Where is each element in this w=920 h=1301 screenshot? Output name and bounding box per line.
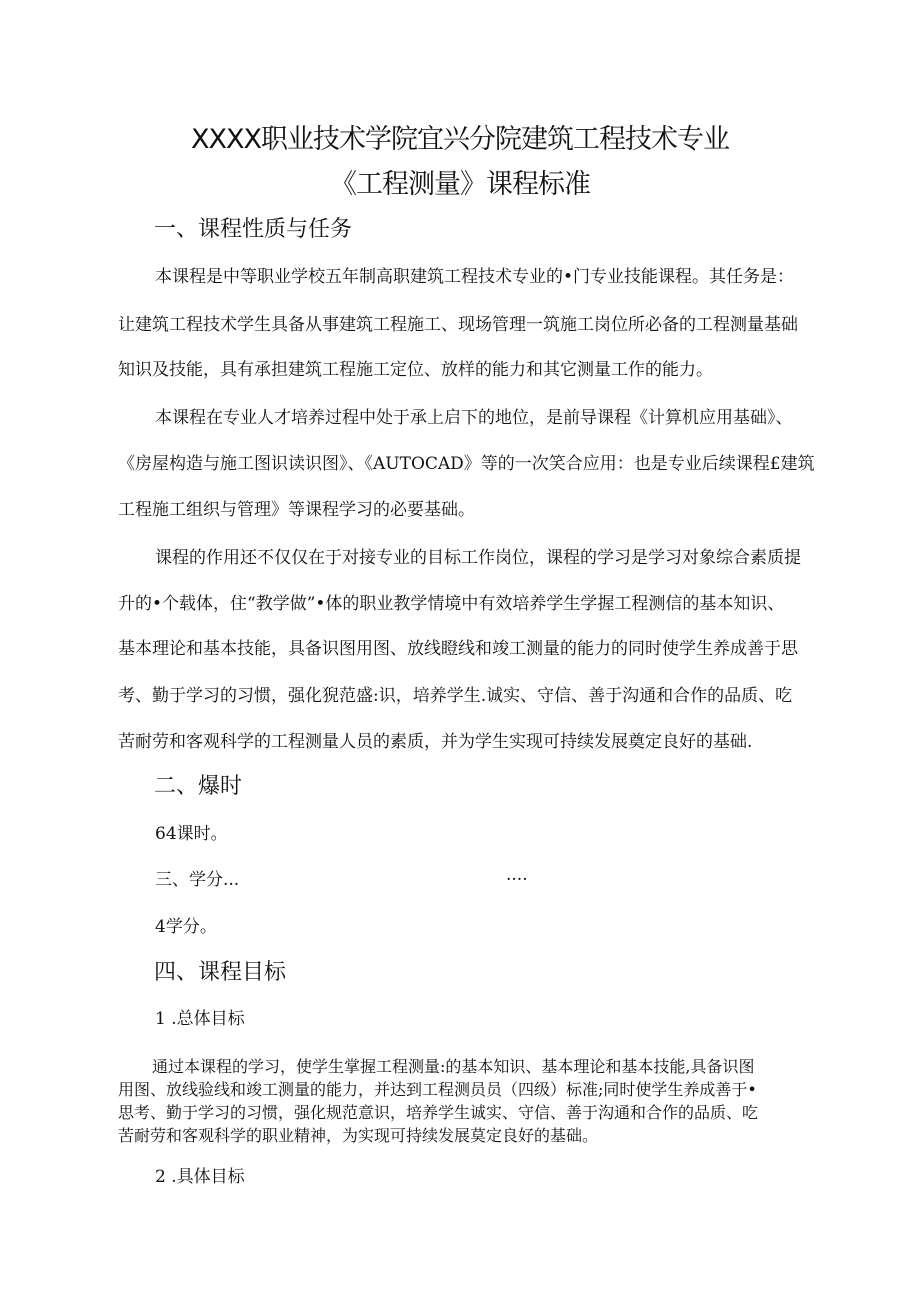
paragraph-line: 基本理论和基本技能，具备识图用图、放线瞪线和竣工测量的能力的同时使学生养成善于思: [118, 639, 798, 659]
paragraph-line: 知识及技能，具有承担建筑工程施工定位、放样的能力和其它测量工作的能力。: [118, 360, 713, 380]
paragraph-line: 让建筑工程技术学生具备从事建筑工程施工、现场管理一筑施工岗位所必备的工程测量基础: [118, 315, 798, 335]
document-title-line1: XXXX职业技术学院宜兴分院建筑工程技术专业: [191, 124, 729, 155]
section-heading-hours: 二、爆时: [154, 774, 243, 799]
paragraph-line: 苦耐劳和客观科学的职业精神，为实现可持续发展莫定良好的基础。: [118, 1126, 599, 1145]
section-heading-nature-task: 一、课程性质与任务: [154, 217, 353, 242]
subheading-overall-goal: 1 .总体目标: [155, 1009, 245, 1029]
document-title-line2: 《工程测量》课程标准: [330, 169, 590, 200]
paragraph-line: 《房屋构造与施工图识读识图》、《AUTOCAD》等的一次笑合应用：也是专业后续课程£建筑: [118, 454, 815, 474]
subheading-specific-goals: 2 .具体目标: [155, 1167, 245, 1187]
trailing-dots: ....: [506, 865, 528, 885]
paragraph-line: 工程施工组织与管理》等课程学习的必要基础。: [118, 500, 475, 520]
paragraph-line: 通过本课程的学习，使学生掌握工程测量:的基本知识、基本理论和基本技能,具备识图: [152, 1057, 755, 1076]
section-heading-credits: 三、学分...: [155, 870, 240, 890]
hours-value: 64课时。: [155, 824, 228, 844]
paragraph-line: 用图、放线验线和竣工测量的能力，并达到工程测员员（四级）标准;同时使学生养成善于•: [118, 1080, 757, 1099]
paragraph-line: 思考、勤于学习的习惯，强化规范意识，培养学生诚实、守信、善于沟通和合作的品质、吃: [118, 1103, 759, 1122]
paragraph-line: 升的•个载体，住“教学做”•体的职业教学情境中有效培养学生学握工程测信的基本知识、: [118, 594, 785, 614]
paragraph-line: 课程的作用还不仅仅在于对接专业的目标工作岗位，课程的学习是学习对象综合素质提: [155, 548, 801, 568]
section-heading-goals: 四、课程目标: [154, 960, 287, 985]
paragraph-line: 考、勤于学习的习惯，强化猊范盛:识，培养学生.诚实、守信、善于沟通和合作的品质、吃: [118, 686, 793, 706]
paragraph-line: 本课程在专业人才培养过程中处于承上启下的地位，是前导课程《计算机应用基础》、: [155, 408, 793, 428]
paragraph-line: 苦耐劳和客观科学的工程测量人员的素质，并为学生实现可持续发展奠定良好的基础.: [118, 732, 753, 752]
paragraph-line: 本课程是中等职业学校五年制高职建筑工程技术专业的•门专业技能课程。其任务是：: [155, 267, 795, 287]
credits-value: 4学分。: [155, 917, 217, 937]
